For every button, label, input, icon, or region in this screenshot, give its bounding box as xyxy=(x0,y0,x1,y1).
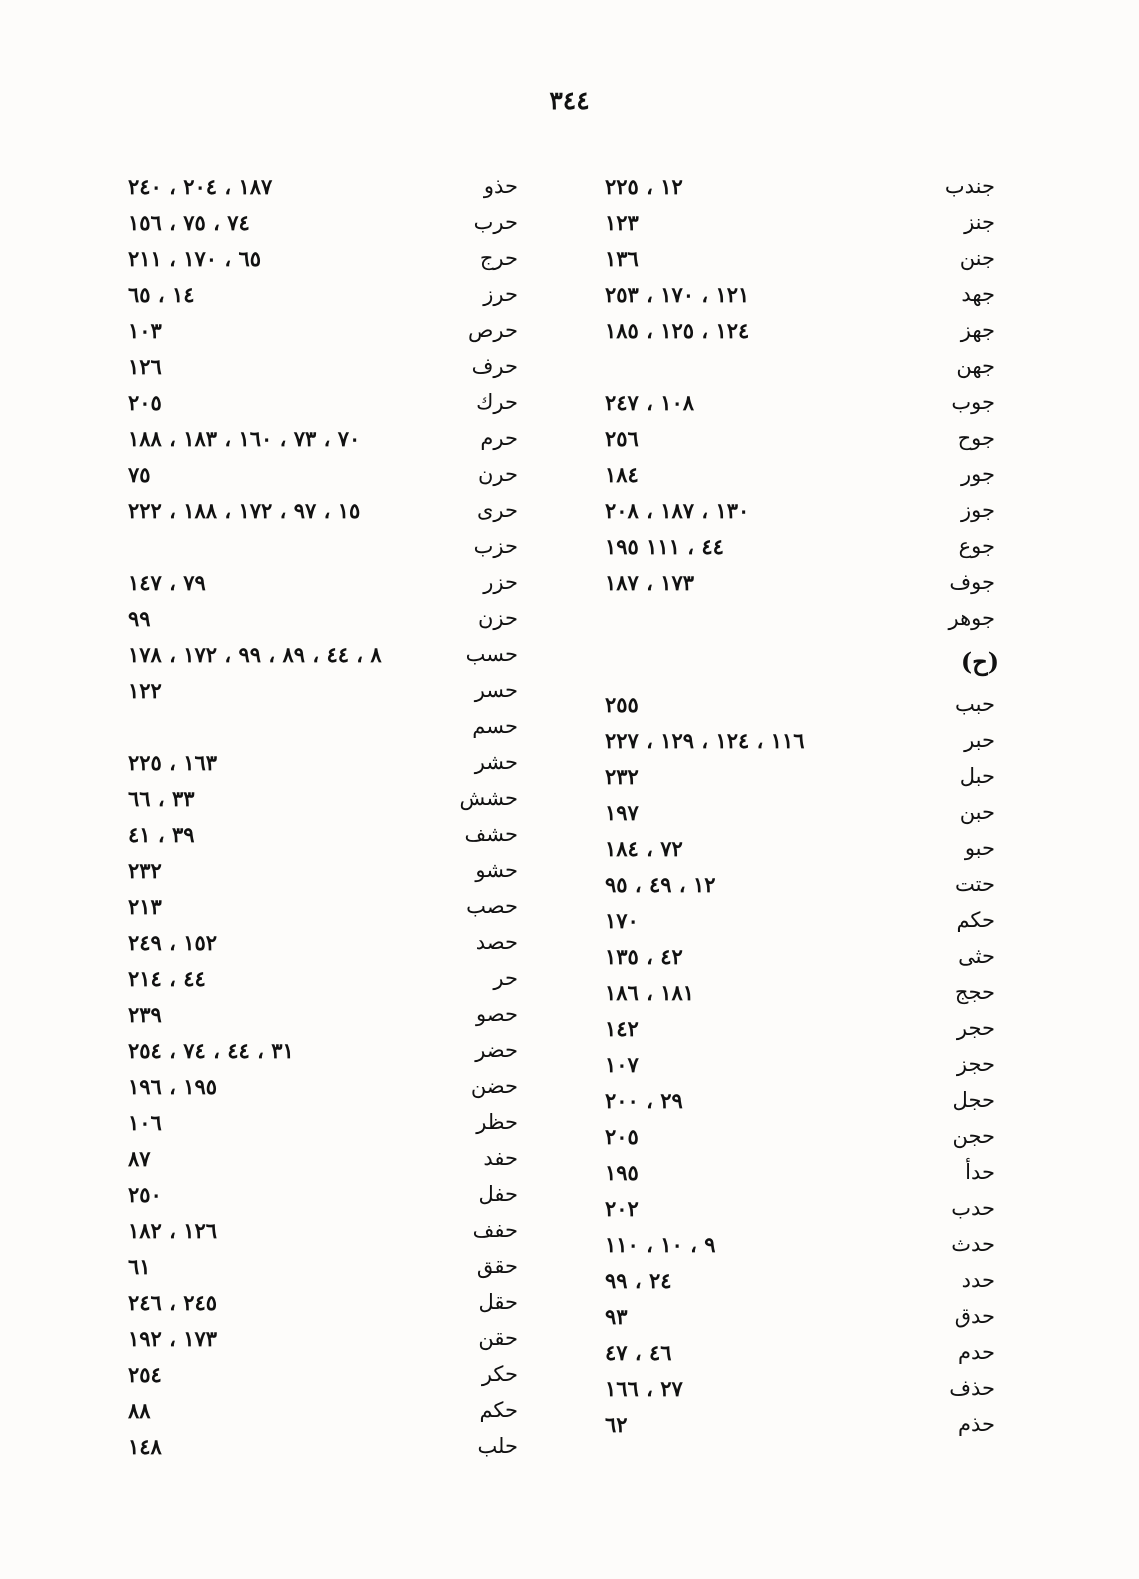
index-list-ha-continued xyxy=(128,168,518,1464)
entry-root-word: حجز xyxy=(956,1052,995,1076)
entry-root-word: جوف xyxy=(949,570,995,594)
index-entry xyxy=(605,240,995,276)
entry-page-refs: ٨٨ xyxy=(128,1397,151,1423)
entry-page-refs: ١٧٠ xyxy=(605,907,639,933)
index-entry xyxy=(128,960,518,996)
entry-root-word: حزن xyxy=(478,606,518,630)
entry-page-refs: ١٢٦ ، ١٨٢ xyxy=(128,1217,218,1243)
entry-page-refs: ٨٧ xyxy=(128,1145,151,1171)
entry-root-word: حر xyxy=(493,966,518,990)
index-list-jim xyxy=(605,168,995,636)
index-entry xyxy=(605,384,995,420)
entry-page-refs: ٢٥٠ xyxy=(128,1181,162,1207)
entry-page-refs: ١٧٣ ، ١٩٢ xyxy=(128,1325,218,1351)
entry-root-word: حثى xyxy=(958,944,995,968)
entry-root-word: حبب xyxy=(955,692,995,716)
entry-root-word: حبر xyxy=(964,728,995,752)
entry-root-word: حرى xyxy=(476,498,518,522)
entry-root-word: حرك xyxy=(476,390,518,414)
index-entry xyxy=(605,168,995,204)
entry-root-word: حصو xyxy=(475,1002,518,1026)
index-entry xyxy=(605,902,995,938)
entry-root-word: حشر xyxy=(474,750,518,774)
index-entry xyxy=(128,636,518,672)
index-entry xyxy=(605,1154,995,1190)
entry-page-refs: ١٢١ ، ١٧٠ ، ٢٥٣ xyxy=(605,281,750,307)
entry-page-refs: ٩٩ xyxy=(128,605,151,631)
entry-root-word: حبن xyxy=(959,800,995,824)
index-entry xyxy=(128,528,518,564)
entry-page-refs: ٧٠ ، ٧٣ ، ١٦٠ ، ١٨٣ ، ١٨٨ xyxy=(128,425,361,451)
index-entry xyxy=(128,1392,518,1428)
entry-root-word: حقق xyxy=(476,1254,518,1278)
entry-page-refs: ١٢٦ xyxy=(128,353,162,379)
entry-page-refs: ١٤ ، ٦٥ xyxy=(128,281,195,307)
entry-root-word: حرف xyxy=(471,354,518,378)
entry-root-word: جور xyxy=(961,462,995,486)
index-entry xyxy=(128,1032,518,1068)
entry-root-word: حقل xyxy=(478,1290,518,1314)
index-entry xyxy=(128,204,518,240)
entry-page-refs: ٦٢ xyxy=(605,1411,628,1437)
entry-page-refs: ١٢ ، ٢٢٥ xyxy=(605,173,683,199)
entry-page-refs: ١٠٧ xyxy=(605,1051,639,1077)
entry-page-refs: ١٨٧ ، ٢٠٤ ، ٢٤٠ xyxy=(128,173,273,199)
entry-page-refs: ٢٣٢ xyxy=(128,857,162,883)
entry-page-refs: ٧٩ ، ١٤٧ xyxy=(128,569,206,595)
index-entry xyxy=(128,1068,518,1104)
entry-root-word: حدب xyxy=(951,1196,995,1220)
entry-page-refs: ١٤٨ xyxy=(128,1433,162,1459)
index-entry xyxy=(128,1104,518,1140)
index-entry xyxy=(128,564,518,600)
entry-root-word: حجج xyxy=(954,980,995,1004)
index-entry xyxy=(128,852,518,888)
entry-page-refs: ١٠٦ xyxy=(128,1109,162,1135)
entry-page-refs: ٤٤ ، ٢١٤ xyxy=(128,965,206,991)
entry-page-refs: ٢٤٥ ، ٢٤٦ xyxy=(128,1289,218,1315)
entry-page-refs: ٦٥ ، ١٧٠ ، ٢١١ xyxy=(128,245,262,271)
entry-page-refs: ٢٥٤ xyxy=(128,1361,162,1387)
entry-root-word: حلب xyxy=(477,1434,518,1458)
entry-root-word: حضن xyxy=(470,1074,518,1098)
index-list-ha xyxy=(605,686,995,1442)
entry-page-refs: ١٦٣ ، ٢٢٥ xyxy=(128,749,218,775)
entry-page-refs: ١٠٣ xyxy=(128,317,162,343)
index-entry xyxy=(605,204,995,240)
entry-page-refs: ١٢٤ ، ١٢٥ ، ١٨٥ xyxy=(605,317,750,343)
entry-page-refs: ٢٣٩ xyxy=(128,1001,162,1027)
entry-root-word: حذم xyxy=(957,1412,995,1436)
index-entry xyxy=(605,722,995,758)
entry-page-refs: ٢٣٢ xyxy=(605,763,639,789)
index-entry xyxy=(128,1248,518,1284)
index-entry xyxy=(128,1176,518,1212)
index-entry xyxy=(128,1284,518,1320)
entry-root-word: حرز xyxy=(483,282,518,306)
entry-page-refs: ٢٩ ، ٢٠٠ xyxy=(605,1087,683,1113)
index-entry xyxy=(605,312,995,348)
entry-root-word: جوع xyxy=(958,534,995,558)
index-entry xyxy=(605,564,995,600)
entry-page-refs: ٧٤ ، ٧٥ ، ١٥٦ xyxy=(128,209,250,235)
index-entry xyxy=(605,794,995,830)
index-entry xyxy=(128,924,518,960)
entry-page-refs: ٤٢ ، ١٣٥ xyxy=(605,943,683,969)
index-entry xyxy=(605,974,995,1010)
entry-page-refs: ١٥ ، ٩٧ ، ١٧٢ ، ١٨٨ ، ٢٢٢ xyxy=(128,497,361,523)
index-entry xyxy=(605,276,995,312)
index-entry xyxy=(128,1428,518,1464)
entry-root-word: حذو xyxy=(483,174,518,198)
entry-root-word: حفف xyxy=(472,1218,518,1242)
entry-root-word: حتت xyxy=(955,872,995,896)
index-entry xyxy=(605,1046,995,1082)
index-entry xyxy=(128,312,518,348)
entry-page-refs: ١٩٧ xyxy=(605,799,639,825)
index-entry xyxy=(128,168,518,204)
entry-page-refs: ١٩٥ ، ١٩٦ xyxy=(128,1073,218,1099)
entry-root-word: حفد xyxy=(483,1146,518,1170)
index-entry xyxy=(605,866,995,902)
index-entry xyxy=(128,456,518,492)
entry-root-word: حرم xyxy=(480,426,518,450)
entry-page-refs: ١٤٢ xyxy=(605,1015,639,1041)
index-entry xyxy=(605,492,995,528)
index-entry xyxy=(605,1262,995,1298)
entry-page-refs: ١٥٢ ، ٢٤٩ xyxy=(128,929,218,955)
entry-root-word: جنز xyxy=(964,210,995,234)
index-entry xyxy=(605,938,995,974)
index-entry xyxy=(128,996,518,1032)
index-entry xyxy=(128,1356,518,1392)
entry-root-word: جهز xyxy=(960,318,995,342)
entry-root-word: حرن xyxy=(478,462,518,486)
index-entry xyxy=(128,492,518,528)
entry-root-word: حكر xyxy=(481,1362,518,1386)
entry-page-refs: ١٩٥ xyxy=(605,1159,639,1185)
entry-root-word: حرج xyxy=(479,246,518,270)
page-number: ٣٤٤ xyxy=(549,86,590,115)
entry-root-word: حشش xyxy=(459,786,518,810)
entry-root-word: حجر xyxy=(956,1016,995,1040)
entry-page-refs: ٤٦ ، ٤٧ xyxy=(605,1339,672,1365)
entry-root-word: جوح xyxy=(957,426,995,450)
index-entry xyxy=(605,1406,995,1442)
entry-page-refs: ٨ ، ٤٤ ، ٨٩ ، ٩٩ ، ١٧٢ ، ١٧٨ xyxy=(128,641,382,667)
entry-page-refs: ٣٩ ، ٤١ xyxy=(128,821,195,847)
index-entry xyxy=(128,384,518,420)
entry-root-word: حكم xyxy=(956,908,995,932)
entry-root-word: جوز xyxy=(961,498,995,522)
entry-root-word: حزر xyxy=(483,570,518,594)
entry-root-word: حذف xyxy=(949,1376,995,1400)
entry-page-refs: ١٧٣ ، ١٨٧ xyxy=(605,569,695,595)
entry-root-word: حشف xyxy=(464,822,518,846)
entry-root-word: حسم xyxy=(472,714,518,738)
entry-root-word: جوب xyxy=(951,390,995,414)
entry-root-word: حبل xyxy=(959,764,995,788)
index-entry xyxy=(605,758,995,794)
index-entry xyxy=(128,888,518,924)
entry-page-refs: ٤٤ ، ١١١ ١٩٥ xyxy=(605,533,724,559)
index-entry xyxy=(128,744,518,780)
index-entry xyxy=(605,1082,995,1118)
entry-root-word: جندب xyxy=(944,174,995,198)
index-entry xyxy=(128,1212,518,1248)
index-entry xyxy=(605,1010,995,1046)
entry-page-refs: ١٣٦ xyxy=(605,245,639,271)
index-entry xyxy=(605,1190,995,1226)
index-entry xyxy=(605,1370,995,1406)
entry-root-word: حرص xyxy=(468,318,518,342)
entry-root-word: جهن xyxy=(956,354,995,378)
entry-page-refs: ٢٠٥ xyxy=(128,389,162,415)
entry-root-word: حكم xyxy=(479,1398,518,1422)
entry-page-refs: ١٨٤ xyxy=(605,461,639,487)
entry-root-word: حبو xyxy=(964,836,995,860)
index-entry xyxy=(128,276,518,312)
entry-root-word: حضر xyxy=(475,1038,518,1062)
entry-page-refs: ٢٠٥ xyxy=(605,1123,639,1149)
entry-page-refs: ٦١ xyxy=(128,1253,151,1279)
entry-page-refs: ١٢٣ xyxy=(605,209,639,235)
index-entry xyxy=(605,456,995,492)
entry-page-refs: ١١٦ ، ١٢٤ ، ١٢٩ ، ٢٢٧ xyxy=(605,727,805,753)
entry-page-refs: ١٨١ ، ١٨٦ xyxy=(605,979,695,1005)
entry-root-word: حسب xyxy=(465,642,518,666)
entry-page-refs: ٣٣ ، ٦٦ xyxy=(128,785,195,811)
entry-root-word: جهد xyxy=(961,282,995,306)
index-entry xyxy=(605,420,995,456)
entry-root-word: حدأ xyxy=(965,1160,995,1184)
index-entry xyxy=(605,1334,995,1370)
index-entry xyxy=(605,1118,995,1154)
index-entry xyxy=(605,1298,995,1334)
left-column xyxy=(128,168,518,1464)
entry-page-refs: ٢٤ ، ٩٩ xyxy=(605,1267,672,1293)
index-entry xyxy=(605,686,995,722)
entry-root-word: حظر xyxy=(476,1110,518,1134)
entry-page-refs: ٢١٣ xyxy=(128,893,162,919)
index-entry xyxy=(605,1226,995,1262)
index-entry xyxy=(128,240,518,276)
entry-page-refs: ١٣٠ ، ١٨٧ ، ٢٠٨ xyxy=(605,497,750,523)
entry-root-word: حرب xyxy=(473,210,518,234)
index-entry xyxy=(605,600,995,636)
entry-page-refs: ٧٥ xyxy=(128,461,151,487)
entry-page-refs: ٢٧ ، ١٦٦ xyxy=(605,1375,683,1401)
entry-root-word: جنن xyxy=(959,246,995,270)
entry-page-refs: ١٢ ، ٤٩ ، ٩٥ xyxy=(605,871,716,897)
entry-root-word: حدث xyxy=(951,1232,995,1256)
entry-root-word: حفل xyxy=(478,1182,518,1206)
entry-root-word: حقن xyxy=(478,1326,518,1350)
entry-root-word: حدد xyxy=(961,1268,995,1292)
entry-page-refs: ٩٣ xyxy=(605,1303,628,1329)
entry-page-refs: ١٢٢ xyxy=(128,677,162,703)
entry-root-word: حسر xyxy=(474,678,518,702)
index-entry xyxy=(605,830,995,866)
index-entry xyxy=(605,348,995,384)
entry-page-refs: ٢٥٥ xyxy=(605,691,639,717)
entry-root-word: حزب xyxy=(473,534,518,558)
entry-root-word: حجل xyxy=(952,1088,995,1112)
entry-page-refs: ١٠٨ ، ٢٤٧ xyxy=(605,389,695,415)
entry-root-word: حصب xyxy=(466,894,518,918)
index-entry xyxy=(128,1140,518,1176)
index-entry xyxy=(128,816,518,852)
section-heading-ha: (ح) xyxy=(960,646,1000,676)
entry-root-word: حشو xyxy=(475,858,518,882)
entry-root-word: حجن xyxy=(952,1124,995,1148)
index-entry xyxy=(128,708,518,744)
entry-page-refs: ٩ ، ١٠ ، ١١٠ xyxy=(605,1231,716,1257)
entry-page-refs: ٧٢ ، ١٨٤ xyxy=(605,835,683,861)
entry-root-word: جوهر xyxy=(948,606,995,630)
index-entry xyxy=(128,420,518,456)
right-column xyxy=(605,168,1000,1442)
entry-page-refs: ٣١ ، ٤٤ ، ٧٤ ، ٢٥٤ xyxy=(128,1037,294,1063)
entry-root-word: حدق xyxy=(954,1304,995,1328)
index-entry xyxy=(128,348,518,384)
entry-root-word: حصد xyxy=(475,930,518,954)
entry-page-refs: ٢٥٦ xyxy=(605,425,639,451)
entry-page-refs: ٢٠٢ xyxy=(605,1195,639,1221)
index-entry xyxy=(605,528,995,564)
index-entry xyxy=(128,1320,518,1356)
index-entry xyxy=(128,672,518,708)
index-entry xyxy=(128,600,518,636)
entry-root-word: حدم xyxy=(957,1340,995,1364)
index-entry xyxy=(128,780,518,816)
